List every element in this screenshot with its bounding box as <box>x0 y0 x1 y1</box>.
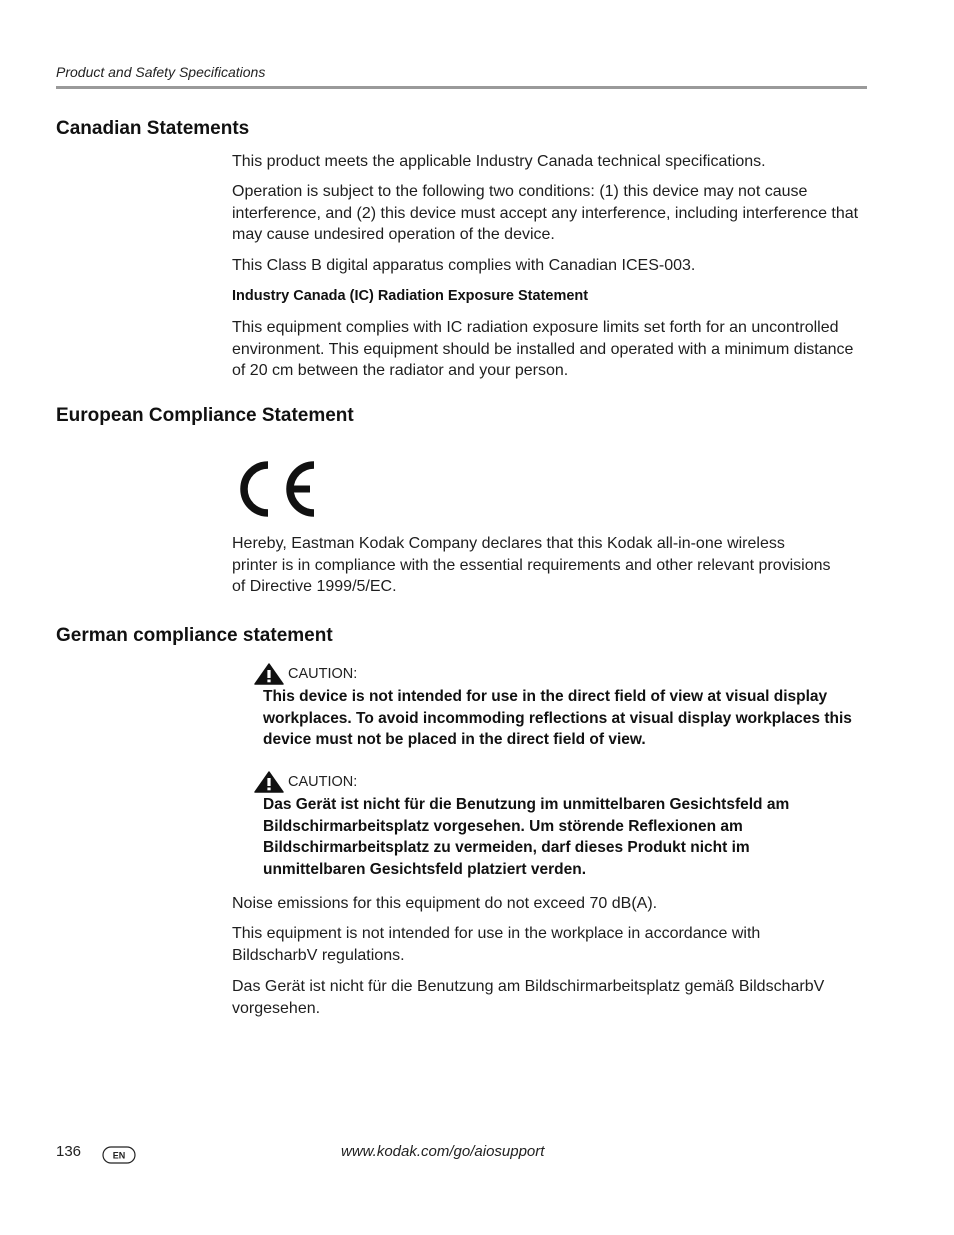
header-divider <box>56 86 867 89</box>
european-compliance-heading: European Compliance Statement <box>56 405 354 426</box>
support-url: www.kodak.com/go/aiosupport <box>341 1143 545 1160</box>
svg-text:EN: EN <box>112 1150 126 1161</box>
warning-icon <box>254 663 284 685</box>
running-header: Product and Safety Specifications <box>56 64 266 80</box>
caution-block-english <box>254 664 864 751</box>
german-p3: Das Gerät ist nicht für die Benutzung am Bildschirmarbeitsplatz gemäß BildscharbV vorgesehen. <box>232 978 825 1017</box>
caution-text-english: This device is not intended for use in the direct field of view at visual display workplaces. To avoid incommoding reflections at visual display workplaces this device must not be placed in the direct field of view. <box>263 688 852 748</box>
caution-block-german <box>254 772 864 880</box>
caution-label: CAUTION: <box>288 666 358 682</box>
language-badge <box>102 1146 136 1164</box>
page-number: 136 <box>56 1143 82 1160</box>
european-p1: Hereby, Eastman Kodak Company declares that this Kodak all-in-one wireless printer is in compliance with the essential requirements and other relevant provisions of Directive 1999/5/EC. <box>232 535 831 595</box>
canadian-p4: This equipment complies with IC radiation exposure limits set forth for an uncontrolled environment. This equipment should be installed and operated with a minimum distance of 20 cm between the radiator and your person. <box>232 319 854 379</box>
german-compliance-heading: German compliance statement <box>56 625 333 646</box>
caution-label: CAUTION: <box>288 774 358 790</box>
german-p2: This equipment is not intended for use in the workplace in accordance with BildscharbV regulations. <box>232 925 761 964</box>
ce-mark-icon <box>234 458 320 520</box>
canadian-statements-heading: Canadian Statements <box>56 118 250 139</box>
canadian-p1: This product meets the applicable Industry Canada technical specifications. <box>232 153 766 170</box>
caution-text-german: Das Gerät ist nicht für die Benutzung im unmittelbaren Gesichtsfeld am Bildschirmarbeitsplatz vorgesehen. Um störende Reflexionen am Bildschirmarbeitsplatz zu vermeiden, darf dieses Produkt nicht im unmittelbaren Gesichtsfeld platziert verden. <box>263 796 790 878</box>
ic-radiation-subheading: Industry Canada (IC) Radiation Exposure Statement <box>232 288 589 304</box>
canadian-p2: Operation is subject to the following two conditions: (1) this device may not cause interference, and (2) this device must accept any interference, including interference that may cause undesired operation of the device. <box>232 183 859 243</box>
canadian-p3: This Class B digital apparatus complies with Canadian ICES-003. <box>232 257 696 274</box>
warning-icon <box>254 771 284 793</box>
german-p1: Noise emissions for this equipment do not exceed 70 dB(A). <box>232 895 658 912</box>
